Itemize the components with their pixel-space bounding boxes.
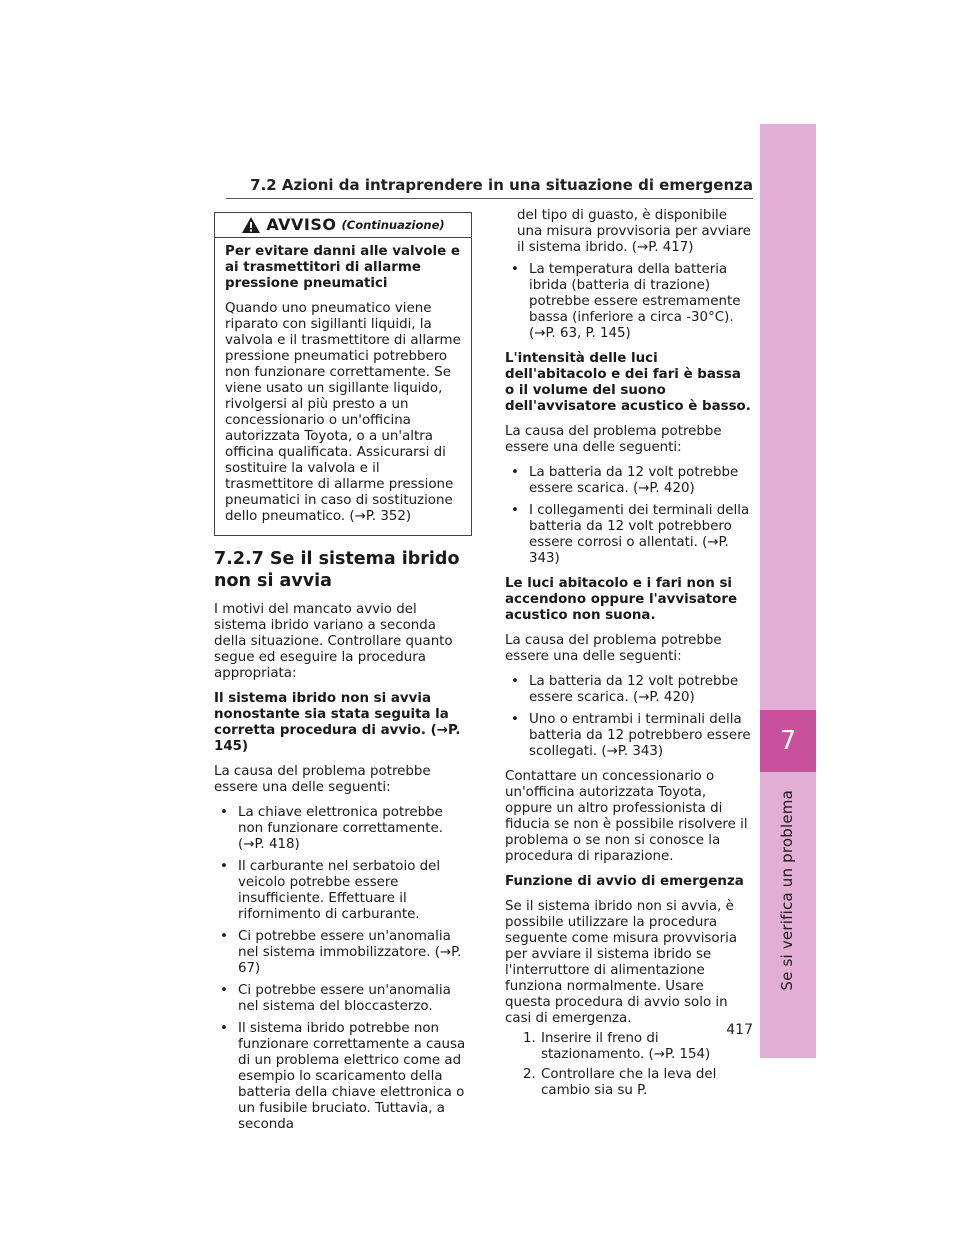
page-number: 417 <box>726 1022 753 1038</box>
case2-bullet-list <box>505 465 753 567</box>
warning-title: AVVISO <box>266 215 337 234</box>
case1-bullet-list <box>214 805 472 1133</box>
warning-box <box>214 212 472 536</box>
step-item: 1. Inserire il freno di stazionamento. (→P. 154) <box>523 1031 711 1062</box>
list-item: • La chiave elettronica potrebbe non funzionare correttamente. (→P. 418) <box>214 805 472 853</box>
list-item: • Uno o entrambi i terminali della batteria da 12 potrebbero essere scollegati. (→P. 343) <box>505 712 753 760</box>
case1-bullet-continued: del tipo di guasto, è disponibile una misura provvisoria per avviare il sistema ibrido. (→P. 417) <box>517 208 751 255</box>
warning-heading: Per evitare danni alle valvole e ai trasmettitori di allarme pressione pneumatici <box>225 244 460 291</box>
chapter-label: Se si verifica un problema <box>778 790 796 991</box>
emergency-steps <box>505 1031 753 1099</box>
chapter-number: 7 <box>779 726 797 756</box>
section-title: 7.2.7 Se il sistema ibrido non si avvia <box>214 549 460 591</box>
list-item: • I collegamenti dei terminali della batteria da 12 volt potrebbero essere corrosi o allentati. (→P. 343) <box>505 503 753 567</box>
page-header: 7.2 Azioni da intraprendere in una situazione di emergenza <box>250 176 753 194</box>
warning-body: Quando uno pneumatico viene riparato con sigillanti liquidi, la valvola e il trasmettitore di allarme pressione pneumatici potrebbero non funzionare correttamente. Se viene usato un sigillante liquido, rivolgersi al più presto a un concessionario o un'officina autorizzata Toyota, o a un'altra officina qualificata. Assicurarsi di sostituire la valvola e il trasmettitore di allarme pressione pneumatici in caso di sostituzione dello pneumatico. (→P. 352) <box>225 301 461 524</box>
list-item: • Il carburante nel serbatoio del veicolo potrebbe essere insufficiente. Effettuare il rifornimento di carburante. <box>214 859 472 923</box>
case1-bullet-list-cont <box>505 262 753 342</box>
case1-heading: Il sistema ibrido non si avvia nonostante sia stata seguita la corretta procedura di avvio. (→P. 145) <box>214 691 461 754</box>
warning-header <box>215 213 471 238</box>
list-item: • La temperatura della batteria ibrida (batteria di trazione) potrebbe essere estremamente bassa (inferiore a circa -30°C). (→P. 63, P. 145) <box>505 262 753 342</box>
list-item: • La batteria da 12 volt potrebbe essere scarica. (→P. 420) <box>505 674 753 706</box>
list-item: • Ci potrebbe essere un'anomalia nel sistema immobilizzatore. (→P. 67) <box>214 929 472 977</box>
emergency-heading: Funzione di avvio di emergenza <box>505 874 744 889</box>
list-item: • Ci potrebbe essere un'anomalia nel sistema del bloccasterzo. <box>214 983 472 1015</box>
section-intro: I motivi del mancato avvio del sistema ibrido variano a seconda della situazione. Controllare quanto segue ed eseguire la procedura appropriata: <box>214 602 453 681</box>
warning-continuation: (Continuazione) <box>341 218 445 232</box>
step-item: 2. Controllare che la leva del cambio sia su P. <box>523 1067 717 1098</box>
right-column <box>505 208 753 1103</box>
list-item: • La batteria da 12 volt potrebbe essere scarica. (→P. 420) <box>505 465 753 497</box>
left-column <box>214 212 472 1142</box>
header-divider <box>226 198 753 199</box>
case3-heading: Le luci abitacolo e i fari non si accendono oppure l'avvisatore acustico non suona. <box>505 576 738 623</box>
list-item: • Il sistema ibrido potrebbe non funzionare correttamente a causa di un problema elettrico come ad esempio lo scaricamento della batteria della chiave elettronica o un fusibile bruciato. Tuttavia, a seconda <box>214 1021 472 1133</box>
case3-bullet-list <box>505 674 753 760</box>
warning-triangle-icon <box>241 216 261 234</box>
case2-heading: L'intensità delle luci dell'abitacolo e dei fari è bassa o il volume del suono dell'avvisatore acustico è basso. <box>505 351 751 414</box>
emergency-text: Se il sistema ibrido non si avvia, è possibile utilizzare la procedura seguente come misura provvisoria per avviare il sistema ibrido se l'interruttore di alimentazione funziona normalmente. Usare questa procedura di avvio solo in casi di emergenza. <box>505 899 738 1026</box>
case2-cause-intro: La causa del problema potrebbe essere una delle seguenti: <box>505 424 722 455</box>
case1-cause-intro: La causa del problema potrebbe essere una delle seguenti: <box>214 764 431 795</box>
contact-text: Contattare un concessionario o un'officina autorizzata Toyota, oppure un altro professionista di fiducia se non è possibile risolvere il problema o se non si conosce la procedura di riparazione. <box>505 769 748 864</box>
case3-cause-intro: La causa del problema potrebbe essere una delle seguenti: <box>505 633 722 664</box>
